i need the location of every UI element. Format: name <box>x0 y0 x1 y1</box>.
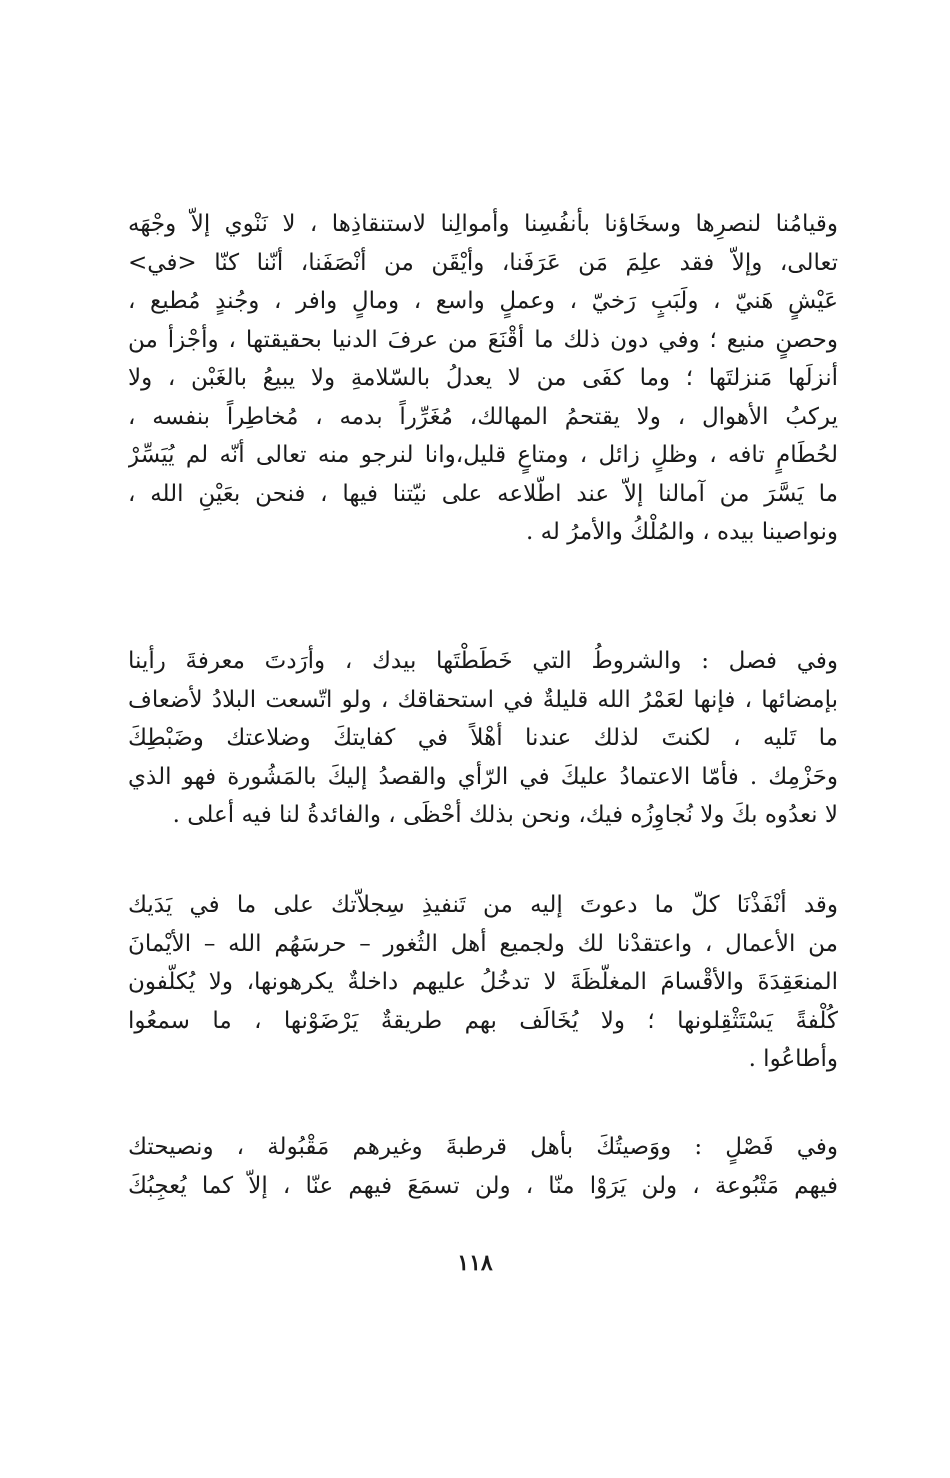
paragraph-2 <box>128 642 838 835</box>
text-line: من الأعمال ، واعتقدْنا لك ولجميع أهل الثُغور – حرسَهُم الله – الأيْمانَ <box>128 930 838 957</box>
text-line: تعالى، وإلاّ فقد علِمَ مَن عَرَفَنا، وأيْقَن من أنْصَفَنا، أنّنا كنّا <في> <box>128 249 838 276</box>
text-line: كُلْفةً يَسْتَثْقِلونها ؛ ولا يُخَالَف بهم طريقةٌ يَرْضَوْنها ، ما سمعُوا <box>128 1007 838 1034</box>
text-line: لحُطَامٍ تافه ، وظلٍ زائل ، ومتاعٍ قليل،وانا لنرجو منه تعالى أنّه لم يُيَسِّرْ <box>128 442 838 468</box>
paragraph-1 <box>128 205 838 552</box>
text-line: وفي فصل : والشروطُ التي خَطَطْتَها بيدك ، وأرَدتَ معرفةَ رأينا <box>128 648 838 674</box>
text-line: وحَزْمِك . فأمّا الاعتمادُ عليكَ في الرّأي والقصدُ إليكَ بالمَشُورة فهو الذي <box>128 763 838 790</box>
page-number: ١١٨ <box>457 1250 493 1276</box>
text-line: ما تَليه ، لكنتَ لذلك عندنا أهْلاً في كفايتكَ وضلاعتك وضَبْطِكَ <box>128 725 838 751</box>
text-line: لا نعدُوه بكَ ولا نُجاوِزُه فيك، ونحن بذلك أحْظَى ، والفائدةُ لنا فيه أعلى . <box>172 802 838 828</box>
text-line: وقد أنْفَذْنَا كلّ ما دعوتَ إليه من تَنفيذِ سِجلاّتك على ما في يَدَيك <box>128 892 838 918</box>
paragraph-4 <box>128 1128 838 1205</box>
text-line: ونواصينا بيده ، والمُلْكُ والأمرُ له . <box>525 519 838 545</box>
text-line: وحصنٍ منيع ؛ وفي دون ذلك ما أقْنَعَ من عرفَ الدنيا بحقيقتها ، وأجْزأ من <box>128 326 838 353</box>
text-line: المنعَقِدَةَ والأقْسامَ المغلّظَةَ لا تدخُلُ عليهم داخلةٌ يكرهونها، ولا يُكلّفون <box>128 969 838 995</box>
paragraph-3 <box>128 886 838 1079</box>
text-line: عَيْشٍ هَنيّ ، ولَبَبٍ رَخيّ ، وعملٍ واسع ، ومالٍ وافر ، وجُندٍ مُطيع ، <box>128 288 838 314</box>
text-line: فيهم مَتْبُوعة ، ولن يَرَوْا منّا ، ولن تسمَعَ فيهم عنّا ، إلاّ كما يُعجِبُكَ <box>128 1172 838 1199</box>
text-line: وقيامُنا لنصرِها وسخَاؤنا بأنفُسِنا وأموالِنا لاستنقاذِها ، لا نَنْوي إلاّ وجْهَه <box>128 211 838 237</box>
text-line: وأطاعُوا . <box>748 1046 838 1072</box>
text-line: يركبُ الأهوال ، ولا يقتحمُ المهالك، مُغَرِّراً بدمه ، مُخاطِراً بنفسه ، <box>128 403 838 430</box>
text-line: بإمضائها ، فإنها لعَمْرُ الله قليلةٌ في استحقاقك ، ولو اتّسعت البلادُ لأضعاف <box>128 686 838 713</box>
text-line: ما يَسَّرَ من آمالنا إلاّ عند اطّلاعه على نيّتنا فيها ، فنحن بعَيْنِ الله ، <box>128 480 838 507</box>
text-line: أنزلَها مَنزلتَها ؛ وما كفَى من لا يعدلُ بالسّلامةِ ولا يبيعُ بالغَبْن ، ولا <box>128 365 838 391</box>
text-line: وفي فَصْلٍ : ووَصيتُكَ بأهل قرطبةَ وغيرهم مَقْبُولة ، ونصيحتك <box>128 1134 838 1160</box>
